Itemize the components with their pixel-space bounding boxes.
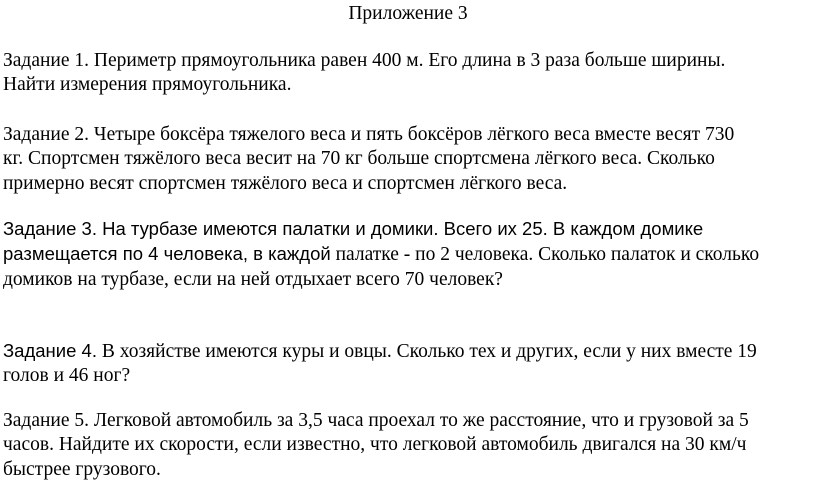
task-2 <box>3 123 813 196</box>
task-5-line-2: часов. Найдите их скорости, если известно, что легковой автомобиль двигался на 30 км/ч <box>3 434 747 456</box>
task-4 <box>3 339 813 389</box>
task-2-line-3: примерно весят спортсмен тяжёлого веса и спортсмен лёгкого веса. <box>3 172 568 194</box>
task-3-line-1: Задание 3. На турбазе имеются палатки и домики. Всего их 25. В каждом домике <box>3 218 704 239</box>
task-3-line-3: домиков на турбазе, если на ней отдыхает всего 70 человек? <box>3 268 503 290</box>
task-2-line-1: Задание 2. Четыре боксёра тяжелого веса и пять боксёров лёгкого веса вместе весят 730 <box>3 124 735 145</box>
task-3-line-2-end: палатке - по 2 человека. Сколько палаток и сколько <box>330 244 760 266</box>
task-5-line-3: быстрее грузового. <box>3 458 161 480</box>
task-4-line-2: голов и 46 ног? <box>3 365 131 387</box>
task-3 <box>3 217 813 292</box>
task-4-label: Задание 4. <box>3 340 97 361</box>
appendix-title: Приложение 3 <box>348 3 468 24</box>
task-3-line-2-start: размещается по 4 человека, в каждой <box>3 243 331 265</box>
task-1-line-2: Найти измерения прямоугольника. <box>3 74 292 96</box>
task-5-line-1: Задание 5. Легковой автомобиль за 3,5 часа проехал то же расстояние, что и грузовой за 5 <box>3 410 749 431</box>
task-2-line-2: кг. Спортсмен тяжёлого веса весит на 70 кг больше спортсмена лёгкого веса. Сколько <box>3 148 715 170</box>
task-1 <box>3 49 813 98</box>
task-1-line-1: Задание 1. Периметр прямоугольника равен 400 м. Его длина в 3 раза больше ширины. <box>3 50 726 71</box>
task-5 <box>3 409 813 482</box>
task-4-line-1: В хозяйстве имеются куры и овцы. Сколько тех и других, если у них вместе 19 <box>96 341 757 362</box>
